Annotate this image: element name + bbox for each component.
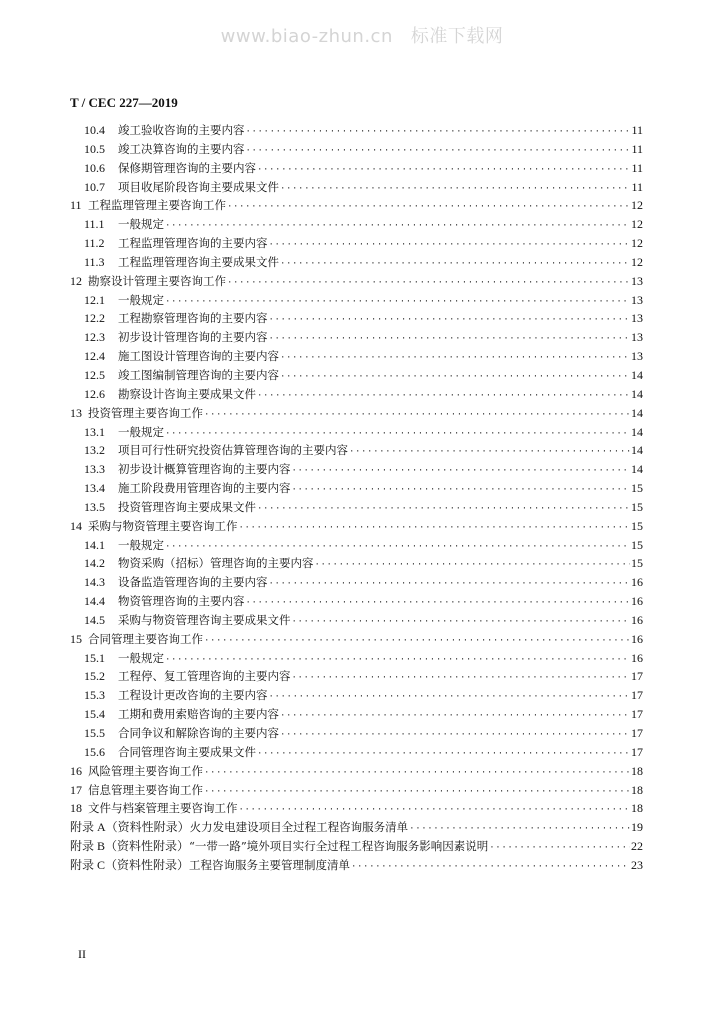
toc-entry-page: 14 (631, 367, 643, 382)
toc-entry[interactable] (70, 667, 643, 686)
toc-entry-title: 一般规定 (118, 650, 164, 665)
toc-dot-leader (246, 142, 631, 159)
toc-entry-title: 初步设计管理咨询的主要内容 (118, 330, 268, 345)
toc-entry-page: 14 (631, 386, 643, 401)
toc-entry[interactable] (70, 441, 643, 460)
toc-dot-leader (239, 801, 631, 818)
toc-entry[interactable] (70, 328, 643, 347)
toc-entry-number: 13.3 (84, 462, 105, 477)
toc-dot-leader (204, 632, 630, 649)
toc-dot-leader (409, 820, 630, 837)
toc-entry-number: 12.1 (84, 292, 105, 307)
toc-entry-title: 项目收尾阶段咨询主要成果文件 (118, 179, 279, 194)
toc-entry[interactable] (70, 762, 643, 781)
toc-dot-leader (257, 745, 630, 762)
toc-entry-title: 设备监造管理咨询的主要内容 (118, 575, 268, 590)
toc-entry[interactable] (70, 366, 643, 385)
toc-entry-number: 附录 A（资料性附录） (70, 820, 190, 835)
toc-entry-number: 10.4 (84, 123, 105, 137)
toc-entry-title: 物资管理咨询的主要内容 (118, 594, 245, 609)
toc-entry-title: 采购与物资管理主要咨询工作 (88, 518, 238, 533)
toc-entry-page: 17 (631, 707, 643, 722)
toc-dot-leader (269, 236, 631, 253)
watermark-name: 标准下载网 (410, 26, 504, 47)
toc-entry-number: 11 (70, 198, 82, 213)
toc-entry-page: 14 (631, 443, 643, 458)
toc-entry-number: 17 (70, 782, 82, 797)
toc-entry[interactable] (70, 724, 643, 743)
toc-entry-number: 15.5 (84, 726, 105, 740)
toc-dot-leader (239, 519, 631, 536)
toc-entry-page: 13 (631, 311, 643, 326)
toc-entry[interactable] (70, 140, 643, 159)
toc-entry[interactable] (70, 630, 643, 649)
toc-entry-number: 12.3 (84, 330, 105, 345)
toc-entry[interactable] (70, 781, 643, 800)
toc-entry-title: 工程监理管理咨询的主要内容 (118, 236, 268, 251)
toc-entry-title: 项目可行性研究投资估算管理咨询的主要内容 (118, 443, 348, 458)
toc-entry-number: 15 (70, 631, 82, 646)
toc-entry-number: 13.4 (84, 481, 105, 496)
toc-entry-number: 16 (70, 763, 82, 778)
toc-entry-number: 15.4 (84, 707, 105, 722)
toc-entry-page: 13 (631, 292, 643, 307)
toc-entry-page: 13 (631, 273, 643, 288)
toc-dot-leader (165, 217, 630, 234)
toc-dot-leader (204, 406, 630, 423)
table-of-contents (70, 121, 643, 875)
toc-entry-page: 17 (631, 669, 643, 684)
toc-dot-leader (246, 123, 631, 140)
toc-entry-page: 11 (631, 141, 643, 156)
toc-entry[interactable] (70, 385, 643, 404)
toc-dot-leader (280, 349, 630, 366)
toc-entry-number: 14.2 (84, 556, 105, 571)
toc-entry-page: 17 (631, 726, 643, 740)
toc-dot-leader (165, 425, 630, 442)
toc-entry[interactable] (70, 196, 643, 215)
toc-entry-page: 16 (631, 612, 643, 627)
toc-entry-number: 10.6 (84, 160, 105, 175)
toc-entry-title: 合同争议和解除咨询的主要内容 (118, 726, 279, 740)
toc-entry-number: 12.5 (84, 367, 105, 382)
toc-entry-page: 16 (631, 650, 643, 665)
toc-entry-page: 14 (631, 424, 643, 439)
toc-dot-leader (349, 443, 630, 460)
toc-entry-page: 17 (631, 744, 643, 759)
toc-entry-number: 11.1 (84, 217, 105, 232)
toc-entry-title: 一般规定 (118, 537, 164, 552)
toc-entry-page: 23 (631, 857, 643, 872)
toc-dot-leader (269, 688, 631, 705)
toc-entry-number: 13.1 (84, 424, 105, 439)
toc-dot-leader (165, 293, 630, 310)
toc-dot-leader (280, 180, 630, 197)
toc-entry-number: 10.5 (84, 141, 105, 156)
toc-entry-page: 12 (631, 217, 643, 232)
toc-entry-number: 12.4 (84, 349, 105, 364)
toc-entry[interactable] (70, 178, 643, 197)
toc-entry-page: 15 (631, 556, 643, 571)
toc-entry-page: 12 (631, 198, 643, 213)
toc-dot-leader (292, 462, 631, 479)
toc-entry-title: 保修期管理咨询的主要内容 (118, 160, 256, 175)
toc-entry-number: 14.3 (84, 575, 105, 590)
toc-entry-title: 竣工决算咨询的主要内容 (118, 141, 245, 156)
toc-entry-page: 12 (631, 254, 643, 269)
toc-entry-page: 18 (631, 763, 643, 778)
watermark-site: www.biao-zhun.cn (220, 26, 393, 47)
toc-entry-page: 19 (631, 820, 643, 835)
toc-entry-title: 合同管理咨询主要成果文件 (118, 744, 256, 759)
toc-entry-page: 15 (631, 537, 643, 552)
toc-entry-title: 一般规定 (118, 217, 164, 232)
toc-entry[interactable] (70, 705, 643, 724)
toc-entry-number: 12 (70, 273, 82, 288)
toc-dot-leader (292, 481, 631, 498)
toc-entry-title: 工程停、复工管理咨询的主要内容 (118, 669, 291, 684)
toc-entry[interactable] (70, 234, 643, 253)
toc-entry-page: 13 (631, 330, 643, 345)
toc-entry-title: 信息管理主要咨询工作 (88, 782, 203, 797)
toc-entry-title: 工程监理管理主要咨询工作 (88, 198, 226, 213)
toc-entry-page: 16 (631, 575, 643, 590)
toc-entry-page: 14 (631, 405, 643, 420)
toc-dot-leader (204, 764, 630, 781)
toc-entry-page: 15 (631, 518, 643, 533)
toc-entry-title: 文件与档案管理主要咨询工作 (88, 801, 238, 816)
toc-dot-leader (269, 311, 631, 328)
toc-entry-number: 附录 C（资料性附录） (70, 857, 190, 872)
standard-code: T / CEC 227—2019 (70, 95, 178, 110)
toc-entry-title: 工程设计更改咨询的主要内容 (118, 688, 268, 703)
toc-entry-number: 15.3 (84, 688, 105, 703)
toc-entry-number: 15.1 (84, 650, 105, 665)
toc-entry-title: “一带一路”境外项目实行全过程工程咨询服务影响因素说明 (189, 839, 489, 854)
toc-entry[interactable] (70, 611, 643, 630)
watermark (0, 22, 724, 48)
toc-dot-leader (292, 669, 631, 686)
toc-entry[interactable] (70, 649, 643, 668)
toc-entry-title: 一般规定 (118, 424, 164, 439)
toc-dot-leader (269, 330, 631, 347)
toc-entry-title: 竣工验收咨询的主要内容 (118, 123, 245, 137)
toc-dot-leader (257, 161, 630, 178)
toc-entry-number: 15.2 (84, 669, 105, 684)
toc-entry[interactable] (70, 309, 643, 328)
toc-dot-leader (280, 255, 630, 272)
toc-entry-number: 14 (70, 518, 82, 533)
toc-entry-page: 13 (631, 349, 643, 364)
toc-entry[interactable] (70, 592, 643, 611)
toc-entry[interactable] (70, 536, 643, 555)
toc-entry-title: 竣工图编制管理咨询的主要内容 (118, 367, 279, 382)
toc-entry-title: 投资管理咨询主要成果文件 (118, 499, 256, 514)
page-number: II (78, 947, 86, 961)
toc-entry-title: 施工图设计管理咨询的主要内容 (118, 349, 279, 364)
toc-dot-leader (489, 839, 630, 856)
toc-dot-leader (257, 387, 630, 404)
toc-entry[interactable] (70, 686, 643, 705)
toc-entry-number: 附录 B（资料性附录） (70, 839, 190, 854)
toc-entry[interactable] (70, 799, 643, 818)
toc-entry-title: 火力发电建设项目全过程工程咨询服务清单 (189, 820, 409, 835)
toc-entry[interactable] (70, 856, 643, 875)
toc-dot-leader (165, 538, 630, 555)
toc-entry-title: 采购与物资管理咨询主要成果文件 (118, 612, 291, 627)
toc-entry-page: 15 (631, 499, 643, 514)
toc-entry-page: 11 (631, 179, 643, 194)
toc-dot-leader (292, 613, 631, 630)
toc-entry-page: 14 (631, 462, 643, 477)
toc-entry-title: 工程勘察管理咨询的主要内容 (118, 311, 268, 326)
toc-entry[interactable] (70, 818, 643, 837)
toc-entry-title: 投资管理主要咨询工作 (88, 405, 203, 420)
toc-entry[interactable] (70, 253, 643, 272)
toc-entry[interactable] (70, 554, 643, 573)
toc-dot-leader (204, 783, 630, 800)
toc-entry[interactable] (70, 479, 643, 498)
toc-entry-title: 工程监理管理咨询主要成果文件 (118, 254, 279, 269)
toc-entry-number: 11.2 (84, 236, 105, 251)
toc-dot-leader (315, 556, 631, 573)
toc-entry[interactable] (70, 272, 643, 291)
toc-entry-title: 工期和费用索赔咨询的主要内容 (118, 707, 279, 722)
toc-entry[interactable] (70, 423, 643, 442)
toc-entry[interactable] (70, 837, 643, 856)
toc-entry-page: 18 (631, 782, 643, 797)
toc-entry-page: 12 (631, 236, 643, 251)
toc-entry-number: 14.1 (84, 537, 105, 552)
toc-dot-leader (351, 858, 630, 875)
toc-entry-title: 风险管理主要咨询工作 (88, 763, 203, 778)
toc-entry-number: 14.5 (84, 612, 105, 627)
toc-entry-title: 勘察设计管理主要咨询工作 (88, 273, 226, 288)
toc-entry-number: 12.6 (84, 386, 105, 401)
toc-entry-title: 一般规定 (118, 292, 164, 307)
toc-entry-number: 13 (70, 405, 82, 420)
toc-entry-page: 17 (631, 688, 643, 703)
toc-dot-leader (280, 707, 630, 724)
toc-dot-leader (227, 198, 630, 215)
toc-entry[interactable] (70, 743, 643, 762)
toc-entry-number: 15.6 (84, 744, 105, 759)
toc-entry[interactable] (70, 159, 643, 178)
toc-entry-page: 18 (631, 801, 643, 816)
toc-entry[interactable] (70, 291, 643, 310)
toc-entry-title: 勘察设计咨询主要成果文件 (118, 386, 256, 401)
toc-dot-leader (165, 651, 630, 668)
toc-entry-page: 22 (631, 839, 643, 854)
toc-entry-number: 10.7 (84, 179, 105, 194)
toc-entry[interactable] (70, 460, 643, 479)
toc-entry-title: 初步设计概算管理咨询的主要内容 (118, 462, 291, 477)
toc-entry[interactable] (70, 517, 643, 536)
toc-entry-page: 11 (631, 123, 643, 137)
toc-dot-leader (257, 500, 630, 517)
toc-entry-number: 14.4 (84, 594, 105, 609)
toc-dot-leader (280, 368, 630, 385)
toc-entry[interactable] (70, 347, 643, 366)
toc-entry-number: 11.3 (84, 254, 105, 269)
toc-entry-title: 合同管理主要咨询工作 (88, 631, 203, 646)
toc-entry-number: 18 (70, 801, 82, 816)
toc-dot-leader (227, 274, 630, 291)
toc-entry-page: 11 (631, 160, 643, 175)
toc-dot-leader (269, 575, 631, 592)
toc-entry-page: 16 (631, 594, 643, 609)
toc-entry-number: 12.2 (84, 311, 105, 326)
toc-entry-page: 16 (631, 631, 643, 646)
toc-entry[interactable] (70, 215, 643, 234)
toc-entry[interactable] (70, 121, 643, 140)
toc-entry[interactable] (70, 404, 643, 423)
toc-entry-number: 13.5 (84, 499, 105, 514)
toc-entry-title: 施工阶段费用管理咨询的主要内容 (118, 481, 291, 496)
toc-entry-title: 物资采购（招标）管理咨询的主要内容 (118, 556, 314, 571)
toc-entry[interactable] (70, 498, 643, 517)
toc-entry-page: 15 (631, 481, 643, 496)
toc-dot-leader (246, 594, 631, 611)
toc-entry-title: 工程咨询服务主要管理制度清单 (189, 857, 351, 872)
toc-entry-number: 13.2 (84, 443, 105, 458)
toc-dot-leader (280, 726, 630, 743)
toc-entry[interactable] (70, 573, 643, 592)
